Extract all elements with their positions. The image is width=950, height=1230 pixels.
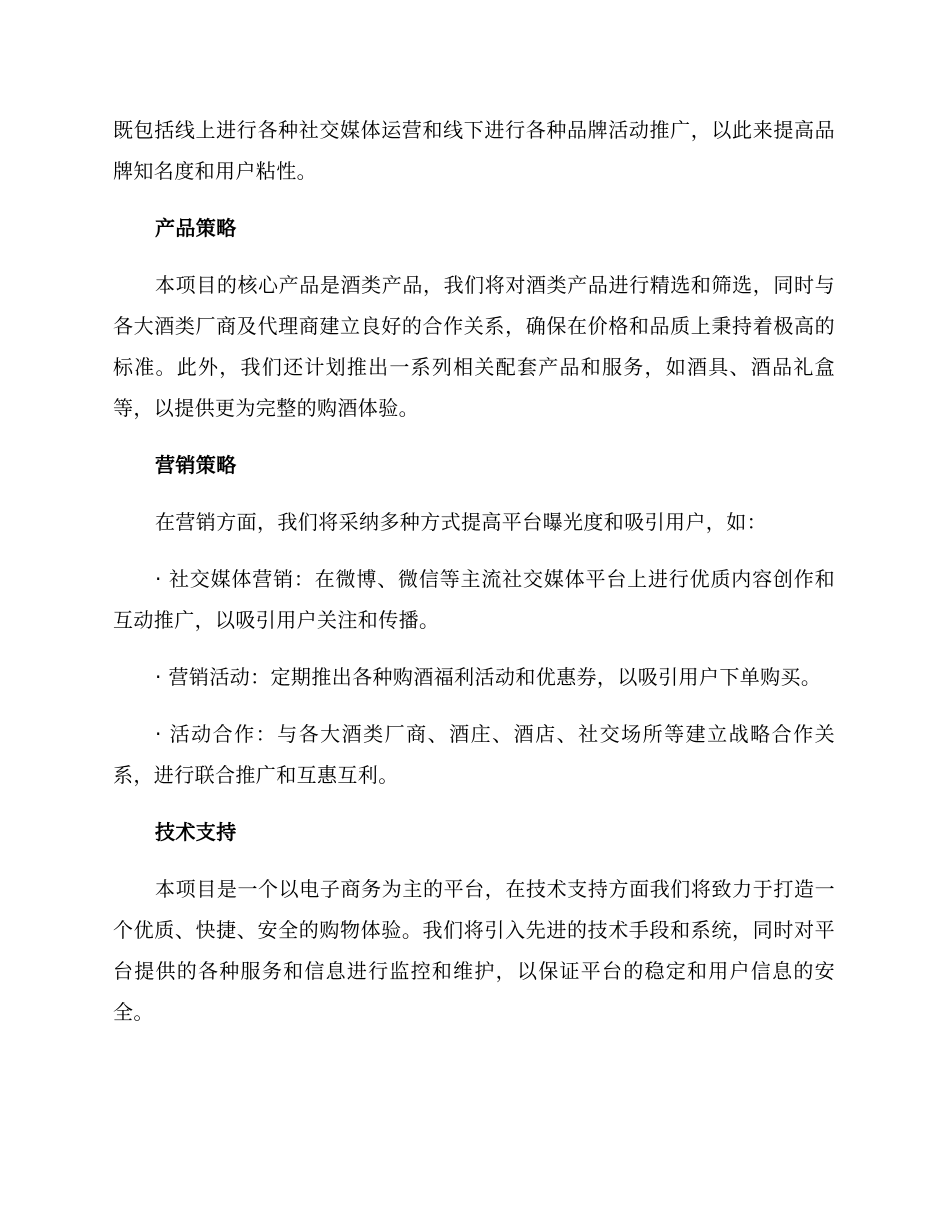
marketing-strategy-heading: 营销策略 xyxy=(155,453,237,477)
marketing-item-social-media: · 社交媒体营销：在微博、微信等主流社交媒体平台上进行优质内容创作和互动推广，以吸引用户关注和传播。 xyxy=(113,567,835,632)
intro-continuation-paragraph: 既包括线上进行各种社交媒体运营和线下进行各种品牌活动推广，以此来提高品牌知名度和用户粘性。 xyxy=(113,118,835,183)
document-content xyxy=(113,110,835,1049)
marketing-item-partnerships: · 活动合作：与各大酒类厂商、酒庄、酒店、社交场所等建立战略合作关系，进行联合推广和互惠互利。 xyxy=(113,722,835,787)
tech-support-heading: 技术支持 xyxy=(155,820,237,844)
product-strategy-paragraph: 本项目的核心产品是酒类产品，我们将对酒类产品进行精选和筛选，同时与各大酒类厂商及代理商建立良好的合作关系，确保在价格和品质上秉持着极高的标准。此外，我们还计划推出一系列相关配套产品和服务，如酒具、酒品礼盒等，以提供更为完整的购酒体验。 xyxy=(113,273,835,420)
tech-support-paragraph: 本项目是一个以电子商务为主的平台，在技术支持方面我们将致力于打造一个优质、快捷、安全的购物体验。我们将引入先进的技术手段和系统，同时对平台提供的各种服务和信息进行监控和维护，以保证平台的稳定和用户信息的安全。 xyxy=(113,877,835,1024)
product-strategy-heading: 产品策略 xyxy=(155,216,237,240)
marketing-strategy-intro: 在营销方面，我们将采纳多种方式提高平台曝光度和吸引用户，如： xyxy=(155,510,767,534)
marketing-item-promotions: · 营销活动：定期推出各种购酒福利活动和优惠券，以吸引用户下单购买。 xyxy=(155,665,822,689)
